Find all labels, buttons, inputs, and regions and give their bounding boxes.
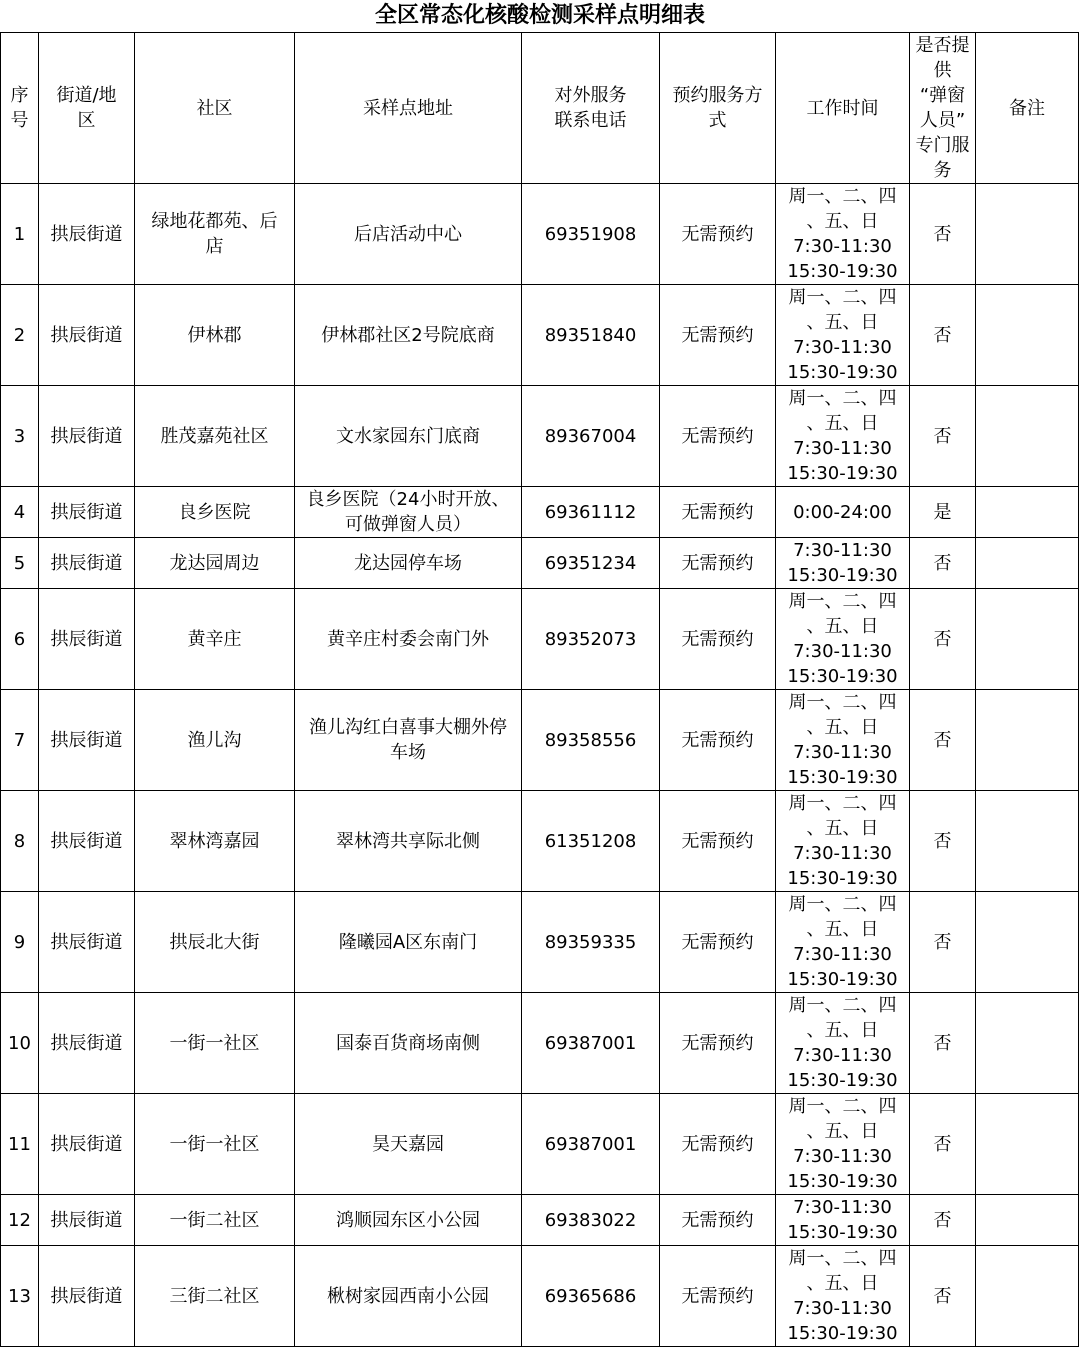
- header-remark: 备注: [976, 33, 1079, 184]
- cell-remark: [976, 589, 1079, 690]
- cell-address: 黄辛庄村委会南门外: [295, 589, 522, 690]
- cell-booking: 无需预约: [660, 487, 776, 538]
- cell-booking: 无需预约: [660, 993, 776, 1094]
- cell-community: 一街一社区: [135, 993, 295, 1094]
- cell-window: 否: [910, 892, 976, 993]
- cell-phone: 69383022: [522, 1195, 660, 1246]
- table-row: [1, 589, 1079, 690]
- header-booking: 预约服务方 式: [660, 33, 776, 184]
- table-row: [1, 1246, 1079, 1347]
- header-hours: 工作时间: [776, 33, 910, 184]
- cell-seq: 9: [1, 892, 39, 993]
- table-row: [1, 993, 1079, 1094]
- cell-seq: 6: [1, 589, 39, 690]
- cell-street: 拱辰街道: [39, 386, 135, 487]
- cell-window: 否: [910, 1094, 976, 1195]
- cell-window: 否: [910, 589, 976, 690]
- cell-address: 伊林郡社区2号院底商: [295, 285, 522, 386]
- cell-seq: 3: [1, 386, 39, 487]
- table-row: [1, 791, 1079, 892]
- cell-street: 拱辰街道: [39, 1094, 135, 1195]
- cell-address: 翠林湾共享际北侧: [295, 791, 522, 892]
- cell-street: 拱辰街道: [39, 285, 135, 386]
- cell-hours: 周一、二、四 、五、日 7:30-11:30 15:30-19:30: [776, 386, 910, 487]
- header-community: 社区: [135, 33, 295, 184]
- cell-phone: 89352073: [522, 589, 660, 690]
- cell-phone: 69387001: [522, 1094, 660, 1195]
- cell-seq: 12: [1, 1195, 39, 1246]
- cell-seq: 13: [1, 1246, 39, 1347]
- cell-phone: 69351234: [522, 538, 660, 589]
- cell-street: 拱辰街道: [39, 690, 135, 791]
- cell-phone: 89351840: [522, 285, 660, 386]
- cell-window: 否: [910, 993, 976, 1094]
- cell-remark: [976, 1094, 1079, 1195]
- table-row: [1, 386, 1079, 487]
- cell-phone: 61351208: [522, 791, 660, 892]
- cell-window: 否: [910, 1195, 976, 1246]
- cell-street: 拱辰街道: [39, 791, 135, 892]
- cell-hours: 周一、二、四 、五、日 7:30-11:30 15:30-19:30: [776, 892, 910, 993]
- cell-phone: 69365686: [522, 1246, 660, 1347]
- cell-booking: 无需预约: [660, 1246, 776, 1347]
- cell-booking: 无需预约: [660, 589, 776, 690]
- cell-street: 拱辰街道: [39, 993, 135, 1094]
- cell-hours: 7:30-11:30 15:30-19:30: [776, 538, 910, 589]
- cell-remark: [976, 285, 1079, 386]
- sampling-sites-table: [0, 32, 1079, 1347]
- header-window: 是否提 供 “弹窗 人员” 专门服 务: [910, 33, 976, 184]
- cell-remark: [976, 993, 1079, 1094]
- cell-street: 拱辰街道: [39, 1195, 135, 1246]
- cell-remark: [976, 1246, 1079, 1347]
- cell-street: 拱辰街道: [39, 538, 135, 589]
- cell-community: 一街二社区: [135, 1195, 295, 1246]
- cell-community: 翠林湾嘉园: [135, 791, 295, 892]
- cell-community: 三街二社区: [135, 1246, 295, 1347]
- cell-remark: [976, 386, 1079, 487]
- cell-community: 伊林郡: [135, 285, 295, 386]
- cell-booking: 无需预约: [660, 690, 776, 791]
- cell-community: 胜茂嘉苑社区: [135, 386, 295, 487]
- cell-hours: 周一、二、四 、五、日 7:30-11:30 15:30-19:30: [776, 184, 910, 285]
- cell-window: 否: [910, 184, 976, 285]
- cell-community: 黄辛庄: [135, 589, 295, 690]
- cell-hours: 0:00-24:00: [776, 487, 910, 538]
- cell-seq: 8: [1, 791, 39, 892]
- cell-community: 一街一社区: [135, 1094, 295, 1195]
- cell-booking: 无需预约: [660, 892, 776, 993]
- cell-booking: 无需预约: [660, 1094, 776, 1195]
- table-row: [1, 1195, 1079, 1246]
- cell-phone: 69361112: [522, 487, 660, 538]
- cell-community: 良乡医院: [135, 487, 295, 538]
- cell-booking: 无需预约: [660, 184, 776, 285]
- cell-street: 拱辰街道: [39, 589, 135, 690]
- cell-address: 渔儿沟红白喜事大棚外停 车场: [295, 690, 522, 791]
- cell-remark: [976, 791, 1079, 892]
- cell-booking: 无需预约: [660, 791, 776, 892]
- cell-remark: [976, 1195, 1079, 1246]
- cell-community: 绿地花都苑、后 店: [135, 184, 295, 285]
- header-address: 采样点地址: [295, 33, 522, 184]
- cell-community: 龙达园周边: [135, 538, 295, 589]
- cell-seq: 5: [1, 538, 39, 589]
- cell-hours: 周一、二、四 、五、日 7:30-11:30 15:30-19:30: [776, 589, 910, 690]
- cell-hours: 周一、二、四 、五、日 7:30-11:30 15:30-19:30: [776, 285, 910, 386]
- cell-address: 楸树家园西南小公园: [295, 1246, 522, 1347]
- cell-address: 龙达园停车场: [295, 538, 522, 589]
- cell-street: 拱辰街道: [39, 487, 135, 538]
- cell-address: 后店活动中心: [295, 184, 522, 285]
- cell-window: 否: [910, 538, 976, 589]
- cell-seq: 4: [1, 487, 39, 538]
- cell-booking: 无需预约: [660, 386, 776, 487]
- table-row: [1, 538, 1079, 589]
- cell-booking: 无需预约: [660, 285, 776, 386]
- document-title: 全区常态化核酸检测采样点明细表: [374, 3, 705, 28]
- cell-window: 否: [910, 690, 976, 791]
- cell-address: 昊天嘉园: [295, 1094, 522, 1195]
- cell-booking: 无需预约: [660, 538, 776, 589]
- cell-address: 国泰百货商场南侧: [295, 993, 522, 1094]
- cell-hours: 周一、二、四 、五、日 7:30-11:30 15:30-19:30: [776, 791, 910, 892]
- cell-booking: 无需预约: [660, 1195, 776, 1246]
- cell-seq: 1: [1, 184, 39, 285]
- cell-phone: 69387001: [522, 993, 660, 1094]
- table-row: [1, 285, 1079, 386]
- cell-hours: 周一、二、四 、五、日 7:30-11:30 15:30-19:30: [776, 1094, 910, 1195]
- cell-window: 否: [910, 791, 976, 892]
- header-seq: 序 号: [1, 33, 39, 184]
- cell-community: 拱辰北大街: [135, 892, 295, 993]
- table-row: [1, 184, 1079, 285]
- cell-street: 拱辰街道: [39, 1246, 135, 1347]
- table-row: [1, 892, 1079, 993]
- cell-hours: 周一、二、四 、五、日 7:30-11:30 15:30-19:30: [776, 1246, 910, 1347]
- cell-remark: [976, 487, 1079, 538]
- cell-address: 鸿顺园东区小公园: [295, 1195, 522, 1246]
- cell-street: 拱辰街道: [39, 892, 135, 993]
- cell-phone: 89358556: [522, 690, 660, 791]
- cell-remark: [976, 538, 1079, 589]
- cell-phone: 69351908: [522, 184, 660, 285]
- header-row: [1, 33, 1079, 184]
- cell-window: 否: [910, 1246, 976, 1347]
- cell-community: 渔儿沟: [135, 690, 295, 791]
- cell-window: 否: [910, 386, 976, 487]
- cell-phone: 89367004: [522, 386, 660, 487]
- cell-remark: [976, 184, 1079, 285]
- cell-seq: 2: [1, 285, 39, 386]
- header-phone: 对外服务 联系电话: [522, 33, 660, 184]
- cell-address: 文水家园东门底商: [295, 386, 522, 487]
- table-row: [1, 487, 1079, 538]
- cell-seq: 7: [1, 690, 39, 791]
- cell-hours: 7:30-11:30 15:30-19:30: [776, 1195, 910, 1246]
- cell-hours: 周一、二、四 、五、日 7:30-11:30 15:30-19:30: [776, 993, 910, 1094]
- cell-remark: [976, 892, 1079, 993]
- cell-address: 隆曦园A区东南门: [295, 892, 522, 993]
- header-street: 街道/地 区: [39, 33, 135, 184]
- cell-seq: 11: [1, 1094, 39, 1195]
- cell-phone: 89359335: [522, 892, 660, 993]
- cell-window: 否: [910, 285, 976, 386]
- cell-address: 良乡医院（24小时开放、 可做弹窗人员）: [295, 487, 522, 538]
- table-row: [1, 1094, 1079, 1195]
- cell-remark: [976, 690, 1079, 791]
- cell-window: 是: [910, 487, 976, 538]
- cell-street: 拱辰街道: [39, 184, 135, 285]
- cell-seq: 10: [1, 993, 39, 1094]
- table-row: [1, 690, 1079, 791]
- cell-hours: 周一、二、四 、五、日 7:30-11:30 15:30-19:30: [776, 690, 910, 791]
